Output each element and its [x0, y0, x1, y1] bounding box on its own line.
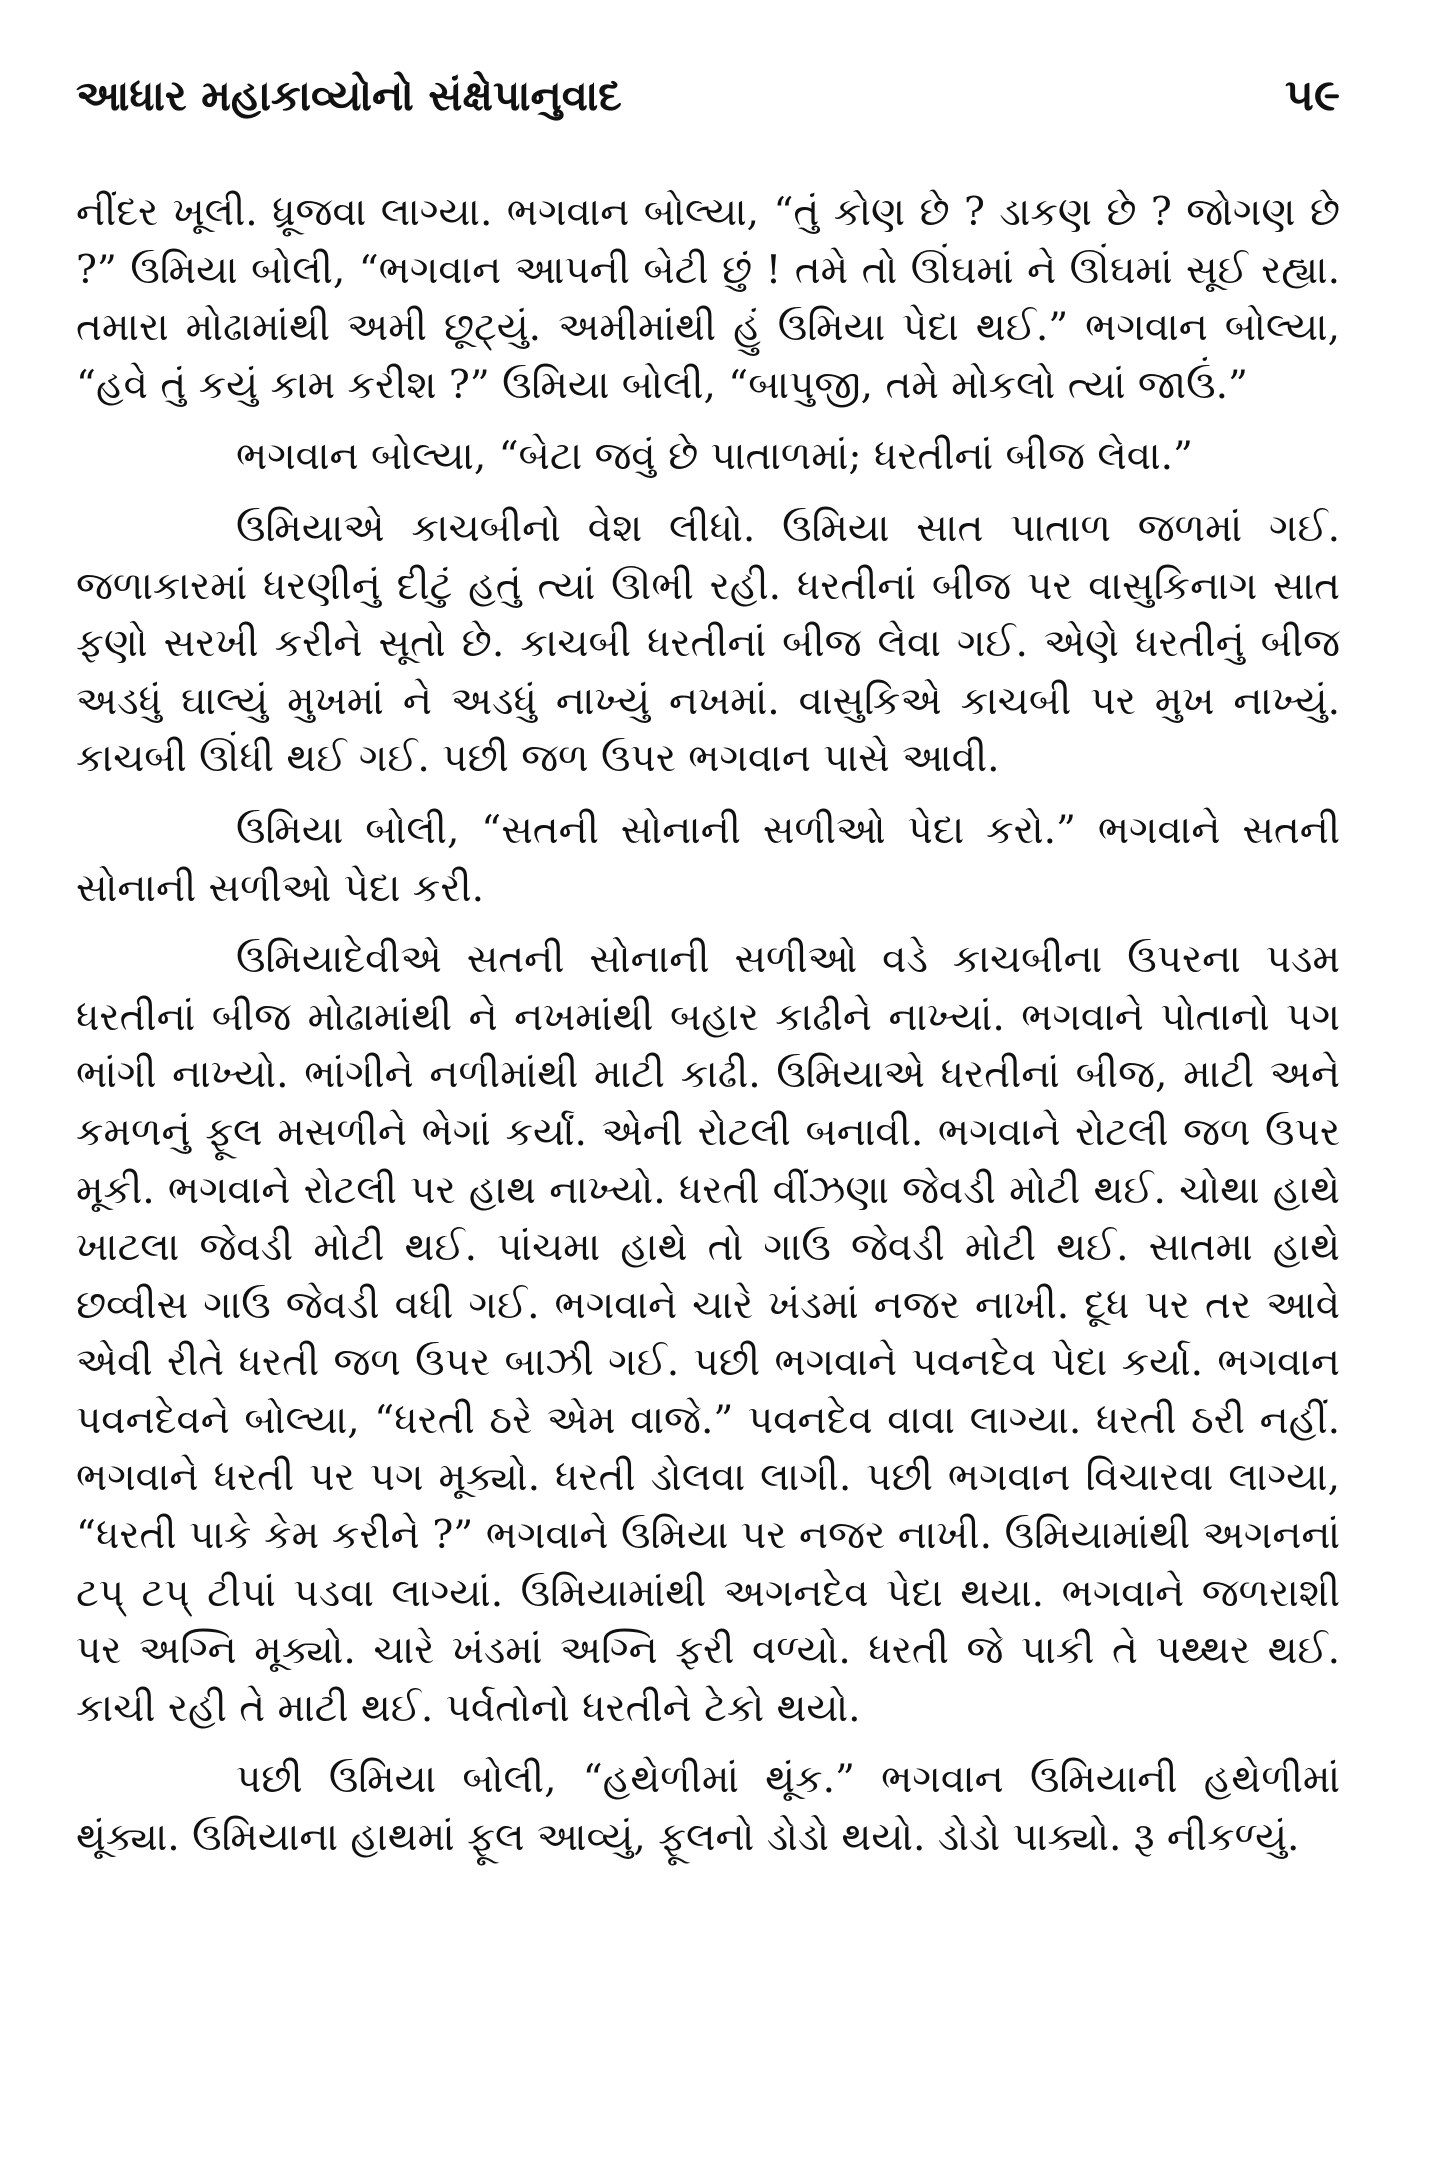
running-title: આધાર મહાકાવ્યોનો સંક્ષેપાનુવાદ — [76, 71, 622, 120]
paragraph-6: પછી ઉમિયા બોલી, “હથેળીમાં થૂંક.” ભગવાન ઉમિયાની હથેળીમાં થૂંક્યા. ઉમિયાના હાથમાં ફૂલ આવ્યું, ફૂલનો ડોડો થયો. ડોડો પાક્યો. રૂ નીકળ્યું. — [76, 1757, 1340, 1861]
paragraph-5: ઉમિયાદેવીએ સતની સોનાની સળીઓ વડે કાચબીના ઉપરના પડમ ધરતીનાં બીજ મોઢામાંથી ને નખમાંથી બહાર કાઢીને નાખ્યાં. ભગવાને પોતાનો પગ ભાંગી નાખ્યો. ભાંગીને નળીમાંથી માટી કાઢી. ઉમિયાએ ધરતીનાં બીજ, માટી અને કમળનું ફૂલ મસળીને ભેગાં કર્યાં. એની રોટલી બનાવી. ભગવાને રોટલી જળ ઉપર મૂકી. ભગવાને રોટલી પર હાથ નાખ્યો. ધરતી વીંઝણા જેવડી મોટી થઈ. ચોથા હાથે ખાટલા જેવડી મોટી થઈ. પાંચમા હાથે તો ગાઉ જેવડી મોટી થઈ. સાતમા હાથે છવ્વીસ ગાઉ જેવડી વધી ગઈ. ભગવાને ચારે ખંડમાં નજર નાખી. દૂધ પર તર આવે એવી રીતે ધરતી જળ ઉપર બાઝી ગઈ. પછી ભગવાને પવનદેવ પેદા કર્યા. ભગવાન પવનદેવને બોલ્યા, “ધરતી ઠરે એમ વાજે.” પવનદેવ વાવા લાગ્યા. ધરતી ઠરી નહીં. ભગવાને ધરતી પર પગ મૂક્યો. ધરતી ડોલવા લાગી. પછી ભગવાન વિચારવા લાગ્યા, “ધરતી પાકે કેમ કરીને ?” ભગવાને ઉમિયા પર નજર નાખી. ઉમિયામાંથી અગનનાં ટપ્ ટપ્ ટીપાં પડવા લાગ્યાં. ઉમિયામાંથી અગનદેવ પેદા થયા. ભગવાને જળરાશી પર અગ્નિ મૂક્યો. ચારે ખંડમાં અગ્નિ ફરી વળ્યો. ધરતી જે પાકી તે પથ્થર થઈ. કાચી રહી તે માટી થઈ. પર્વતોનો ધરતીને ટેકો થયો. — [76, 937, 1340, 1731]
body-text — [76, 184, 1340, 1867]
running-header — [76, 70, 1340, 140]
paragraph-3: ઉમિયાએ કાચબીનો વેશ લીધો. ઉમિયા સાત પાતાળ જળમાં ગઈ. જળાકારમાં ધરણીનું દીટું હતું ત્યાં ઊભી રહી. ધરતીનાં બીજ પર વાસુકિનાગ સાત ફણો સરખી કરીને સૂતો છે. કાચબી ધરતીનાં બીજ લેવા ગઈ. એણે ધરતીનું બીજ અડધું ઘાલ્યું મુખમાં ને અડધું નાખ્યું નખમાં. વાસુકિએ કાચબી પર મુખ નાખ્યું. કાચબી ઊંધી થઈ ગઈ. પછી જળ ઉપર ભગવાન પાસે આવી. — [76, 505, 1340, 782]
page-number: ૫૯ — [1285, 70, 1340, 121]
paragraph-1: નીંદર ખૂલી. ધ્રૂજવા લાગ્યા. ભગવાન બોલ્યા, “તું કોણ છે ? ડાકણ છે ? જોગણ છે ?” ઉમિયા બોલી, “ભગવાન આપની બેટી છું ! તમે તો ઊંઘમાં ને ઊંઘમાં સૂઈ રહ્યા. તમારા મોઢામાંથી અમી છૂટ્યું. અમીમાંથી હું ઉમિયા પેદા થઈ.” ભગવાન બોલ્યા, “હવે તું કયું કામ કરીશ ?” ઉમિયા બોલી, “બાપુજી, તમે મોકલો ત્યાં જાઉં.” — [76, 190, 1340, 408]
paragraph-2: ભગવાન બોલ્યા, “બેટા જવું છે પાતાળમાં; ધરતીનાં બીજ લેવા.” — [236, 434, 1193, 480]
paragraph-4: ઉમિયા બોલી, “સતની સોનાની સળીઓ પેદા કરો.” ભગવાને સતની સોનાની સળીઓ પેદા કરી. — [76, 807, 1340, 911]
